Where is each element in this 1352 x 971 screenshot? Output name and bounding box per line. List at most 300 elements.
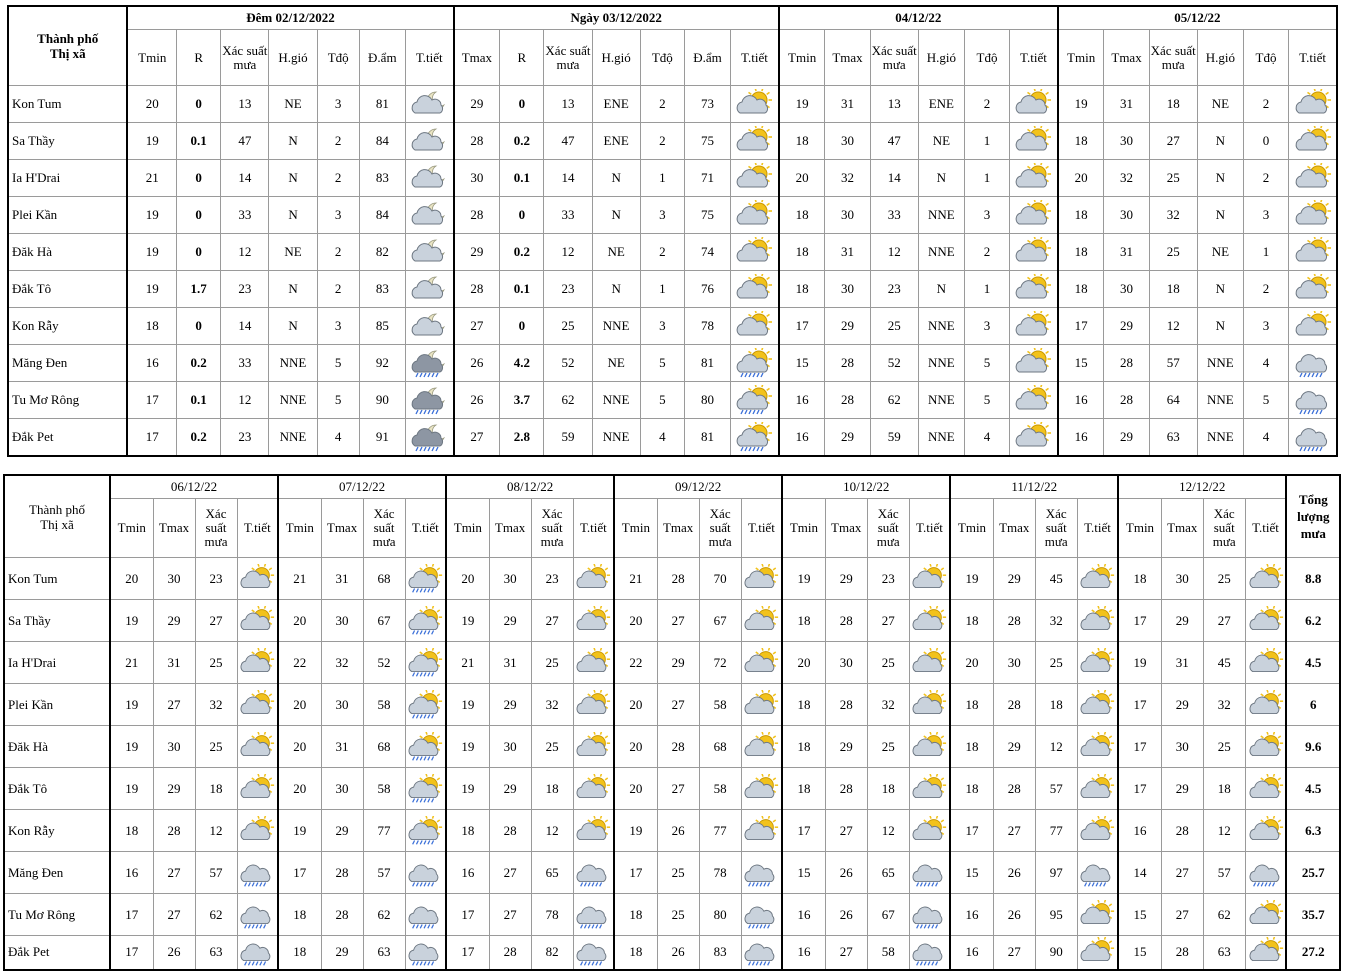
data-cell: 27 bbox=[153, 894, 195, 936]
data-cell: 68 bbox=[699, 726, 741, 768]
weather-icon-cell bbox=[1077, 684, 1118, 726]
data-cell: 29 bbox=[153, 600, 195, 642]
data-cell: NNE bbox=[1197, 345, 1243, 382]
sun-cloud-icon bbox=[742, 774, 780, 804]
data-cell: 32 bbox=[1035, 600, 1077, 642]
data-cell: 20 bbox=[127, 86, 176, 123]
column-header: Xác suất mưa bbox=[1035, 499, 1077, 558]
table-row bbox=[8, 197, 1337, 234]
data-cell: 28 bbox=[825, 345, 870, 382]
data-cell: 18 bbox=[950, 600, 993, 642]
data-cell: 19 bbox=[446, 600, 489, 642]
sun-cloud-icon bbox=[910, 774, 948, 804]
data-cell: 18 bbox=[110, 810, 153, 852]
weather-icon-cell bbox=[909, 600, 950, 642]
data-cell: 26 bbox=[993, 894, 1035, 936]
sun-cloud-icon bbox=[1078, 690, 1116, 720]
data-cell: 18 bbox=[1149, 271, 1197, 308]
data-cell: 28 bbox=[153, 810, 195, 852]
data-cell: 30 bbox=[825, 271, 870, 308]
sun-cloud-icon bbox=[1013, 274, 1053, 304]
column-header: T.tiết bbox=[573, 499, 614, 558]
data-cell: 32 bbox=[195, 684, 237, 726]
total-rain-value: 8.8 bbox=[1286, 558, 1340, 600]
column-header: T.tiết bbox=[1245, 499, 1286, 558]
sun-cloud-icon bbox=[734, 274, 774, 304]
data-cell: 0.1 bbox=[500, 160, 544, 197]
weather-icon-cell bbox=[237, 768, 278, 810]
data-cell: 27 bbox=[1149, 123, 1197, 160]
sun-cloud-icon bbox=[1293, 126, 1333, 156]
column-header: Xác suất mưa bbox=[699, 499, 741, 558]
weather-icon-cell bbox=[237, 810, 278, 852]
data-cell: 26 bbox=[657, 810, 699, 852]
column-header: Tmin bbox=[446, 499, 489, 558]
data-cell: 19 bbox=[110, 768, 153, 810]
data-cell: 28 bbox=[825, 684, 867, 726]
data-cell: 52 bbox=[544, 345, 592, 382]
total-rain-value: 6.3 bbox=[1286, 810, 1340, 852]
data-cell: NNE bbox=[1197, 419, 1243, 456]
sun-cloud-icon bbox=[1013, 311, 1053, 341]
data-cell: N bbox=[918, 271, 964, 308]
data-cell: 5 bbox=[1243, 382, 1288, 419]
data-cell: 2.8 bbox=[500, 419, 544, 456]
data-cell: 0.2 bbox=[177, 345, 221, 382]
weather-icon-cell bbox=[1289, 234, 1337, 271]
date-group-header: Đêm 02/12/2022 bbox=[127, 6, 453, 30]
total-rain-header-line: Tổng bbox=[1298, 492, 1328, 507]
weather-icon-cell bbox=[405, 726, 446, 768]
data-cell: 47 bbox=[870, 123, 918, 160]
data-cell: 62 bbox=[544, 382, 592, 419]
column-header: Xác suất mưa bbox=[544, 30, 592, 86]
data-cell: NNE bbox=[269, 419, 317, 456]
data-cell: 32 bbox=[531, 684, 573, 726]
data-cell: 63 bbox=[1203, 936, 1245, 970]
city-name: Đắk Tô bbox=[4, 768, 110, 810]
data-cell: NE bbox=[269, 86, 317, 123]
data-cell: 32 bbox=[1203, 684, 1245, 726]
data-cell: 18 bbox=[782, 726, 825, 768]
column-header: Tmax bbox=[321, 499, 363, 558]
weather-icon-cell bbox=[909, 936, 950, 970]
total-rain-value: 6 bbox=[1286, 684, 1340, 726]
total-rain-header bbox=[1286, 475, 1340, 558]
weather-icon-cell bbox=[741, 936, 782, 970]
data-cell: 19 bbox=[1118, 642, 1161, 684]
weather-icon-cell bbox=[1245, 600, 1286, 642]
data-cell: 45 bbox=[1035, 558, 1077, 600]
data-cell: 28 bbox=[489, 936, 531, 970]
weather-icon-cell bbox=[741, 852, 782, 894]
data-cell: 14 bbox=[544, 160, 592, 197]
data-cell: 83 bbox=[699, 936, 741, 970]
data-cell: 16 bbox=[110, 852, 153, 894]
data-cell: 16 bbox=[950, 936, 993, 970]
weather-icon-cell bbox=[405, 160, 453, 197]
city-name: Kon Rẫy bbox=[4, 810, 110, 852]
weather-icon-cell bbox=[1289, 86, 1337, 123]
data-cell: 31 bbox=[321, 726, 363, 768]
data-cell: 28 bbox=[993, 768, 1035, 810]
data-cell: 0.1 bbox=[177, 123, 221, 160]
data-cell: 28 bbox=[1161, 810, 1203, 852]
data-cell: 15 bbox=[779, 345, 825, 382]
data-cell: 18 bbox=[278, 936, 321, 970]
weather-icon-cell bbox=[731, 197, 779, 234]
city-name: Măng Đen bbox=[8, 345, 127, 382]
column-header: Xác suất mưa bbox=[870, 30, 918, 86]
table-row bbox=[4, 852, 1340, 894]
data-cell: 12 bbox=[221, 382, 269, 419]
data-cell: 81 bbox=[359, 86, 405, 123]
data-cell: N bbox=[1197, 197, 1243, 234]
data-cell: 28 bbox=[321, 894, 363, 936]
data-cell: 27 bbox=[993, 936, 1035, 970]
data-cell: 3.7 bbox=[500, 382, 544, 419]
column-header-row bbox=[8, 30, 1337, 86]
data-cell: 20 bbox=[1058, 160, 1104, 197]
weather-icon-cell bbox=[731, 271, 779, 308]
total-rain-header-line: mưa bbox=[1300, 526, 1326, 541]
data-cell: 0.2 bbox=[500, 234, 544, 271]
weather-icon-cell bbox=[741, 726, 782, 768]
weather-icon-cell bbox=[741, 642, 782, 684]
weather-icon-cell bbox=[405, 558, 446, 600]
sun-cloud-icon bbox=[1293, 163, 1333, 193]
data-cell: 18 bbox=[127, 308, 176, 345]
data-cell: 28 bbox=[454, 271, 500, 308]
data-cell: 15 bbox=[1058, 345, 1104, 382]
sun-cloud-icon bbox=[734, 237, 774, 267]
data-cell: 82 bbox=[359, 234, 405, 271]
city-name: Đắk Pet bbox=[8, 419, 127, 456]
table-row bbox=[8, 382, 1337, 419]
column-header: Tmax bbox=[454, 30, 500, 86]
data-cell: 58 bbox=[363, 684, 405, 726]
data-cell: 2 bbox=[1243, 160, 1288, 197]
data-cell: 28 bbox=[321, 852, 363, 894]
data-cell: N bbox=[1197, 308, 1243, 345]
sun-cloud-icon bbox=[910, 732, 948, 762]
data-cell: 58 bbox=[699, 768, 741, 810]
sun-cloud-icon bbox=[574, 774, 612, 804]
column-header: Đ.ẩm bbox=[359, 30, 405, 86]
sun-cloud-icon bbox=[742, 606, 780, 636]
weather-icon-cell bbox=[731, 160, 779, 197]
data-cell: 28 bbox=[1104, 345, 1149, 382]
data-cell: N bbox=[1197, 123, 1243, 160]
sun-cloud-icon bbox=[1078, 937, 1116, 967]
data-cell: 62 bbox=[1203, 894, 1245, 936]
sun-cloud-icon bbox=[238, 690, 276, 720]
weather-icon-cell bbox=[1010, 419, 1058, 456]
data-cell: 58 bbox=[363, 768, 405, 810]
data-cell: 3 bbox=[317, 197, 359, 234]
table-row bbox=[8, 419, 1337, 456]
column-header: Xác suất mưa bbox=[363, 499, 405, 558]
data-cell: 30 bbox=[993, 642, 1035, 684]
data-cell: 23 bbox=[531, 558, 573, 600]
column-header: T.tiết bbox=[237, 499, 278, 558]
data-cell: N bbox=[269, 271, 317, 308]
data-cell: 18 bbox=[782, 600, 825, 642]
column-header: T.tiết bbox=[1077, 499, 1118, 558]
sun-cloud-icon bbox=[238, 648, 276, 678]
data-cell: 19 bbox=[110, 600, 153, 642]
data-cell: 19 bbox=[127, 271, 176, 308]
data-cell: N bbox=[918, 160, 964, 197]
data-cell: 83 bbox=[359, 160, 405, 197]
data-cell: 47 bbox=[221, 123, 269, 160]
data-cell: 14 bbox=[221, 160, 269, 197]
weather-icon-cell bbox=[909, 642, 950, 684]
sun-cloud-icon bbox=[1078, 606, 1116, 636]
data-cell: 27 bbox=[867, 600, 909, 642]
data-cell: 32 bbox=[825, 160, 870, 197]
weather-icon-cell bbox=[1077, 852, 1118, 894]
column-header: Tmin bbox=[614, 499, 657, 558]
weather-icon-cell bbox=[1289, 419, 1337, 456]
weather-icon-cell bbox=[741, 684, 782, 726]
data-cell: 20 bbox=[614, 600, 657, 642]
table-row bbox=[8, 234, 1337, 271]
table-row bbox=[4, 600, 1340, 642]
sun-cloud-icon bbox=[1247, 937, 1285, 967]
data-cell: 27 bbox=[195, 600, 237, 642]
table-row bbox=[4, 642, 1340, 684]
data-cell: 26 bbox=[153, 936, 195, 970]
weather-icon-cell bbox=[909, 558, 950, 600]
data-cell: 80 bbox=[684, 382, 730, 419]
sun-cloud-icon bbox=[574, 816, 612, 846]
data-cell: 82 bbox=[531, 936, 573, 970]
sun-cloud-icon bbox=[734, 163, 774, 193]
weather-icon-cell bbox=[237, 684, 278, 726]
data-cell: 18 bbox=[446, 810, 489, 852]
data-cell: 27 bbox=[993, 810, 1035, 852]
data-cell: 18 bbox=[1058, 271, 1104, 308]
data-cell: NNE bbox=[1197, 382, 1243, 419]
data-cell: 62 bbox=[363, 894, 405, 936]
data-cell: 23 bbox=[870, 271, 918, 308]
weather-icon-cell bbox=[731, 86, 779, 123]
data-cell: 29 bbox=[1104, 419, 1149, 456]
weather-icon-cell bbox=[573, 894, 614, 936]
data-cell: 18 bbox=[1058, 197, 1104, 234]
data-cell: 17 bbox=[779, 308, 825, 345]
data-cell: 18 bbox=[867, 768, 909, 810]
sun-cloud-icon bbox=[574, 564, 612, 594]
data-cell: 22 bbox=[278, 642, 321, 684]
date-group-header: 07/12/22 bbox=[278, 475, 446, 499]
sun-cloud-icon bbox=[734, 311, 774, 341]
weather-icon-cell bbox=[1245, 642, 1286, 684]
weather-icon-cell bbox=[405, 642, 446, 684]
data-cell: 29 bbox=[657, 642, 699, 684]
data-cell: 17 bbox=[782, 810, 825, 852]
data-cell: NNE bbox=[592, 308, 640, 345]
data-cell: 0 bbox=[177, 160, 221, 197]
weather-icon-cell bbox=[573, 852, 614, 894]
data-cell: 17 bbox=[1118, 768, 1161, 810]
sun-cloud-icon bbox=[910, 816, 948, 846]
data-cell: 29 bbox=[993, 726, 1035, 768]
data-cell: 12 bbox=[531, 810, 573, 852]
data-cell: NNE bbox=[918, 197, 964, 234]
sun-cloud-icon bbox=[742, 690, 780, 720]
data-cell: 0 bbox=[177, 86, 221, 123]
data-cell: 12 bbox=[1149, 308, 1197, 345]
data-cell: 16 bbox=[446, 852, 489, 894]
sun-cloud-icon bbox=[910, 564, 948, 594]
data-cell: 28 bbox=[657, 726, 699, 768]
data-cell: 2 bbox=[640, 86, 684, 123]
data-cell: 3 bbox=[640, 197, 684, 234]
weather-icon-cell bbox=[1077, 936, 1118, 970]
date-group-header: Ngày 03/12/2022 bbox=[454, 6, 779, 30]
city-name: Đắk Tô bbox=[8, 271, 127, 308]
data-cell: 77 bbox=[1035, 810, 1077, 852]
data-cell: 0 bbox=[177, 234, 221, 271]
data-cell: 73 bbox=[684, 86, 730, 123]
weather-icon-cell bbox=[741, 558, 782, 600]
data-cell: ENE bbox=[918, 86, 964, 123]
data-cell: 16 bbox=[782, 936, 825, 970]
data-cell: 57 bbox=[1035, 768, 1077, 810]
data-cell: 30 bbox=[1104, 197, 1149, 234]
city-name: Sa Thầy bbox=[8, 123, 127, 160]
data-cell: 18 bbox=[195, 768, 237, 810]
weather-icon-cell bbox=[909, 852, 950, 894]
moon-cloud-icon bbox=[409, 126, 449, 156]
data-cell: 19 bbox=[782, 558, 825, 600]
moon-cloud-rain-icon bbox=[409, 348, 449, 378]
data-cell: 30 bbox=[321, 600, 363, 642]
data-cell: 18 bbox=[1058, 234, 1104, 271]
data-cell: 25 bbox=[195, 726, 237, 768]
data-cell: 18 bbox=[779, 197, 825, 234]
weather-icon-cell bbox=[1245, 558, 1286, 600]
moon-cloud-icon bbox=[409, 163, 449, 193]
data-cell: 1 bbox=[964, 160, 1009, 197]
total-rain-value: 35.7 bbox=[1286, 894, 1340, 936]
weather-icon-cell bbox=[405, 123, 453, 160]
city-name: Tu Mơ Rông bbox=[8, 382, 127, 419]
data-cell: 20 bbox=[950, 642, 993, 684]
data-cell: 14 bbox=[870, 160, 918, 197]
data-cell: 5 bbox=[964, 345, 1009, 382]
data-cell: 17 bbox=[1118, 726, 1161, 768]
data-cell: 29 bbox=[489, 600, 531, 642]
cloud-rain-icon bbox=[1293, 385, 1333, 415]
data-cell: 77 bbox=[363, 810, 405, 852]
data-cell: 28 bbox=[1161, 936, 1203, 970]
data-cell: 19 bbox=[614, 810, 657, 852]
column-header: Xác suất mưa bbox=[1149, 30, 1197, 86]
column-header: Tđộ bbox=[640, 30, 684, 86]
cloud-rain-icon bbox=[1247, 858, 1285, 888]
date-group-header: 04/12/22 bbox=[779, 6, 1058, 30]
sun-cloud-icon bbox=[1293, 200, 1333, 230]
data-cell: 26 bbox=[993, 852, 1035, 894]
data-cell: 5 bbox=[317, 382, 359, 419]
column-header: Tmin bbox=[1058, 30, 1104, 86]
cloud-rain-icon bbox=[574, 900, 612, 930]
weather-icon-cell bbox=[1010, 197, 1058, 234]
weather-icon-cell bbox=[1010, 345, 1058, 382]
data-cell: 12 bbox=[1203, 810, 1245, 852]
data-cell: 29 bbox=[1161, 684, 1203, 726]
data-cell: 17 bbox=[278, 852, 321, 894]
sun-cloud-icon bbox=[238, 732, 276, 762]
column-header: H.gió bbox=[269, 30, 317, 86]
data-cell: 80 bbox=[699, 894, 741, 936]
data-cell: 2 bbox=[964, 234, 1009, 271]
data-cell: 31 bbox=[489, 642, 531, 684]
data-cell: 27 bbox=[1203, 600, 1245, 642]
data-cell: 19 bbox=[779, 86, 825, 123]
cloud-rain-icon bbox=[238, 937, 276, 967]
cloud-rain-icon bbox=[910, 858, 948, 888]
data-cell: 29 bbox=[825, 308, 870, 345]
group-header-row bbox=[4, 475, 1340, 499]
city-header-line2: Thị xã bbox=[40, 516, 74, 532]
cloud-rain-icon bbox=[742, 858, 780, 888]
weather-icon-cell bbox=[909, 894, 950, 936]
sun-cloud-icon bbox=[1247, 900, 1285, 930]
data-cell: 31 bbox=[1104, 86, 1149, 123]
data-cell: 29 bbox=[825, 726, 867, 768]
data-cell: 30 bbox=[1104, 123, 1149, 160]
date-group-header: 10/12/22 bbox=[782, 475, 950, 499]
data-cell: 12 bbox=[1035, 726, 1077, 768]
data-cell: 17 bbox=[446, 936, 489, 970]
data-cell: 19 bbox=[110, 684, 153, 726]
data-cell: 3 bbox=[1243, 197, 1288, 234]
data-cell: 5 bbox=[640, 382, 684, 419]
data-cell: 33 bbox=[544, 197, 592, 234]
city-header-line2: Thị xã bbox=[49, 46, 86, 61]
cloud-rain-icon bbox=[910, 900, 948, 930]
total-rain-value: 6.2 bbox=[1286, 600, 1340, 642]
data-cell: NE bbox=[592, 234, 640, 271]
data-cell: 0 bbox=[177, 197, 221, 234]
table-row bbox=[4, 684, 1340, 726]
total-rain-value: 4.5 bbox=[1286, 642, 1340, 684]
data-cell: 18 bbox=[950, 684, 993, 726]
data-cell: 20 bbox=[278, 600, 321, 642]
sun-cloud-icon bbox=[742, 732, 780, 762]
moon-cloud-rain-icon bbox=[409, 385, 449, 415]
sun-cloud-icon bbox=[1013, 237, 1053, 267]
table-row bbox=[8, 345, 1337, 382]
data-cell: NNE bbox=[269, 382, 317, 419]
city-header bbox=[8, 6, 127, 86]
data-cell: 30 bbox=[489, 558, 531, 600]
sun-cloud-icon bbox=[1247, 732, 1285, 762]
data-cell: 30 bbox=[153, 558, 195, 600]
data-cell: 0.2 bbox=[177, 419, 221, 456]
data-cell: 29 bbox=[454, 234, 500, 271]
data-cell: ENE bbox=[592, 123, 640, 160]
data-cell: 29 bbox=[153, 768, 195, 810]
weather-icon-cell bbox=[1289, 160, 1337, 197]
column-header: Tmin bbox=[110, 499, 153, 558]
data-cell: 27 bbox=[489, 852, 531, 894]
date-group-header: 12/12/22 bbox=[1118, 475, 1286, 499]
